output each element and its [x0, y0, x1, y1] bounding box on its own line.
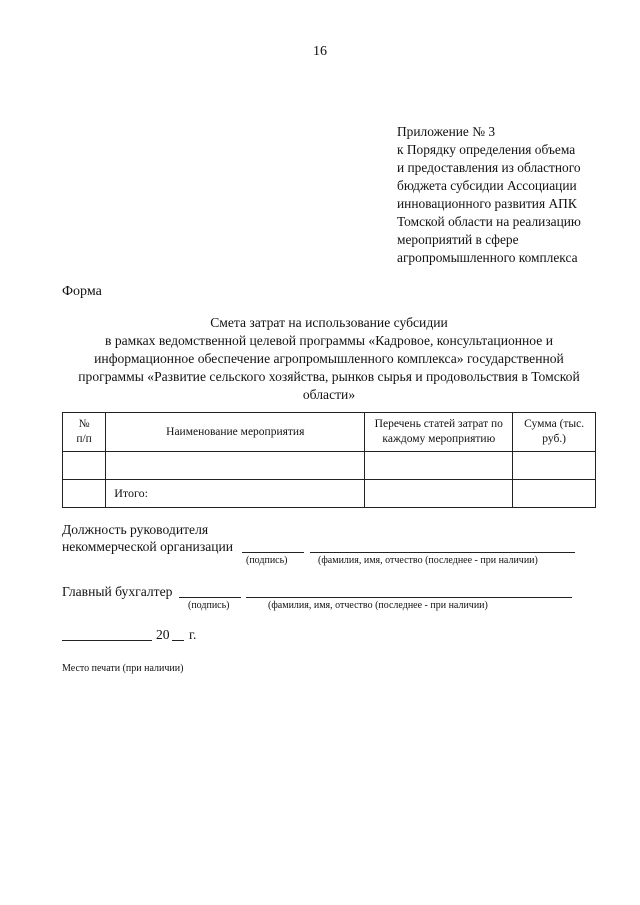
appendix-line: агропромышленного комплекса — [397, 250, 578, 265]
accountant-signature-line[interactable] — [179, 597, 241, 598]
header-cost-items-line: Перечень статей затрат по — [374, 418, 503, 430]
header-cost-items-line: каждому мероприятию — [382, 433, 496, 445]
title-line: Смета затрат на использование субсидии — [210, 315, 448, 330]
accountant-signature-hint: (подпись) — [188, 600, 230, 611]
date-suffix: г. — [189, 627, 197, 642]
appendix-line: бюджета субсидии Ассоциации — [397, 178, 577, 193]
appendix-line: инновационного развития АПК — [397, 196, 577, 211]
head-position-label-line2: некоммерческой организации — [62, 539, 234, 554]
cost-estimate-table — [62, 412, 596, 508]
table-row — [63, 452, 596, 480]
document-title — [60, 314, 598, 404]
table-header-row — [63, 413, 596, 452]
title-line: области» — [302, 387, 356, 402]
head-name-hint: (фамилия, имя, отчество (последнее - при наличии) — [318, 555, 538, 566]
title-line: программы «Развитие сельского хозяйства, рынков сырья и продовольствия в Томской — [78, 369, 580, 384]
table-cell[interactable] — [513, 480, 596, 508]
header-amount-line: Сумма (тыс. — [524, 418, 585, 430]
accountant-name-line[interactable] — [246, 597, 572, 598]
table-total-row — [63, 480, 596, 508]
table-cell[interactable] — [106, 452, 365, 480]
head-signature-hint: (подпись) — [246, 555, 288, 566]
head-name-line[interactable] — [310, 552, 575, 553]
head-signature-line[interactable] — [242, 552, 304, 553]
header-number-line: № — [78, 418, 90, 430]
appendix-line: к Порядку определения объема — [397, 142, 576, 157]
table-cell[interactable] — [365, 452, 513, 480]
date-year-line[interactable] — [172, 640, 184, 641]
header-event-name — [106, 413, 365, 452]
header-event-name-text: Наименование мероприятия — [166, 425, 305, 438]
table-cell — [63, 480, 106, 508]
table-cell[interactable] — [513, 452, 596, 480]
appendix-line: мероприятий в сфере — [397, 232, 519, 247]
form-label: Форма — [62, 284, 102, 299]
page-number: 16 — [313, 44, 327, 59]
table-cell[interactable] — [63, 452, 106, 480]
head-position-label-line1: Должность руководителя — [62, 522, 209, 537]
appendix-block — [397, 123, 612, 267]
accountant-name-hint: (фамилия, имя, отчество (последнее - при наличии) — [268, 600, 488, 611]
header-cost-items — [365, 413, 513, 452]
appendix-line: Томской области на реализацию — [397, 214, 581, 229]
total-label: Итого: — [106, 480, 365, 508]
header-number — [63, 413, 106, 452]
chief-accountant-label: Главный бухгалтер — [62, 584, 173, 599]
seal-note: Место печати (при наличии) — [62, 663, 184, 674]
header-amount-line: руб.) — [542, 433, 567, 445]
date-year-prefix: 20 — [156, 627, 170, 642]
title-line: в рамках ведомственной целевой программы «Кадровое, консультационное и — [105, 333, 553, 348]
header-amount — [513, 413, 596, 452]
date-day-month-line[interactable] — [62, 640, 152, 641]
header-number-line: п/п — [76, 433, 92, 445]
title-line: информационное обеспечение агропромышленного комплекса» государственной — [94, 351, 564, 366]
appendix-line: Приложение № 3 — [397, 124, 496, 139]
table-cell[interactable] — [365, 480, 513, 508]
appendix-line: и предоставления из областного — [397, 160, 581, 175]
